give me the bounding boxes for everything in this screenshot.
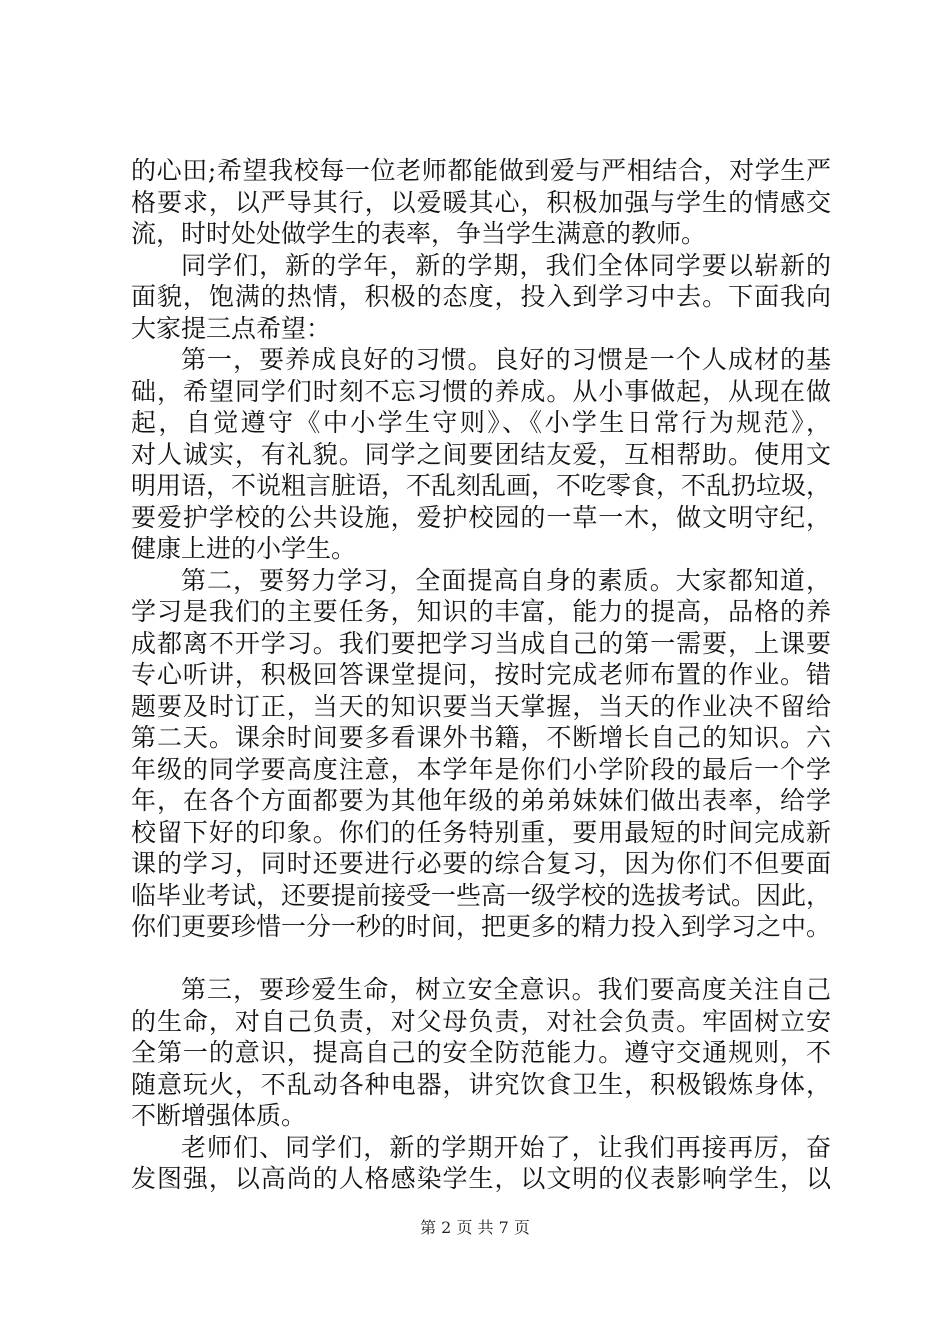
text-line: 专心听讲，积极回答课堂提问，按时完成老师布置的作业。错 bbox=[131, 660, 831, 689]
text-line: 全第一的意识，提高自己的安全防范能力。遵守交通规则，不 bbox=[131, 1038, 831, 1067]
text-line: 第二，要努力学习，全面提高自身的素质。大家都知道， bbox=[181, 565, 831, 595]
paragraph bbox=[131, 974, 831, 1132]
text-line: 明用语，不说粗言脏语，不乱刻乱画，不吃零食，不乱扔垃圾， bbox=[131, 471, 832, 500]
text-line: 随意玩火，不乱动各种电器，讲究饮食卫生，积极锻炼身体， bbox=[131, 1069, 831, 1099]
text-line: 起，自觉遵守《中小学生守则》、《小学生日常行为规范》， bbox=[131, 408, 831, 437]
text-line: 对人诚实，有礼貌。同学之间要团结友爱，互相帮助。使用文 bbox=[131, 439, 831, 469]
text-line: 的心田;希望我校每一位老师都能做到爱与严相结合，对学生严 bbox=[131, 156, 831, 185]
text-line: 的生命，对自己负责，对父母负责，对社会负责。牢固树立安 bbox=[131, 1006, 831, 1036]
text-line: 你们更要珍惜一分一秒的时间，把更多的精力投入到学习之中。 bbox=[131, 912, 832, 941]
text-line: 健康上进的小学生。 bbox=[131, 534, 357, 563]
text-line: 格要求，以严导其行，以爱暖其心，积极加强与学生的情感交 bbox=[131, 187, 831, 217]
text-line: 大家提三点希望： bbox=[131, 313, 332, 343]
text-line: 第三，要珍爱生命，树立安全意识。我们要高度关注自己 bbox=[181, 975, 831, 1004]
blank-line bbox=[131, 943, 831, 975]
text-line: 第一，要养成良好的习惯。良好的习惯是一个人成材的基 bbox=[181, 345, 831, 374]
paragraph bbox=[131, 565, 831, 943]
paragraph bbox=[131, 250, 831, 345]
text-line: 题要及时订正，当天的知识要当天掌握，当天的作业决不留给 bbox=[131, 691, 831, 721]
text-line: 年，在各个方面都要为其他年级的弟弟妹妹们做出表率，给学 bbox=[131, 786, 831, 815]
body-text bbox=[131, 155, 831, 1195]
text-line: 础，希望同学们时刻不忘习惯的养成。从小事做起，从现在做 bbox=[131, 376, 831, 406]
text-line: 年级的同学要高度注意，本学年是你们小学阶段的最后一个学 bbox=[131, 754, 831, 784]
text-line: 第二天。课余时间要多看课外书籍，不断增长自己的知识。六 bbox=[131, 723, 831, 752]
paragraph bbox=[131, 155, 831, 250]
page-footer: 第 2 页 共 7 页 bbox=[420, 1218, 530, 1237]
paragraph bbox=[131, 1132, 831, 1195]
text-line: 课的学习，同时还要进行必要的综合复习，因为你们不但要面 bbox=[131, 849, 831, 878]
text-line: 同学们，新的学年，新的学期，我们全体同学要以崭新的 bbox=[181, 250, 831, 280]
text-line: 成都离不开学习。我们要把学习当成自己的第一需要，上课要 bbox=[131, 628, 831, 658]
text-line: 发图强，以高尚的人格感染学生，以文明的仪表影响学生，以 bbox=[131, 1164, 831, 1193]
text-line: 流，时时处处做学生的表率，争当学生满意的教师。 bbox=[131, 219, 707, 248]
text-line: 校留下好的印象。你们的任务特别重，要用最短的时间完成新 bbox=[131, 817, 831, 847]
text-line: 面貌，饱满的热情，积极的态度，投入到学习中去。下面我向 bbox=[131, 282, 831, 311]
text-line: 老师们、同学们，新的学期开始了，让我们再接再厉，奋 bbox=[181, 1132, 831, 1162]
paragraph bbox=[131, 344, 831, 565]
text-line: 要爱护学校的公共设施，爱护校园的一草一木，做文明守纪， bbox=[131, 502, 831, 532]
text-line: 临毕业考试，还要提前接受一些高一级学校的选拔考试。因此， bbox=[131, 880, 832, 910]
text-line: 学习是我们的主要任务，知识的丰富，能力的提高，品格的养 bbox=[131, 597, 831, 626]
text-line: 不断增强体质。 bbox=[131, 1101, 307, 1130]
